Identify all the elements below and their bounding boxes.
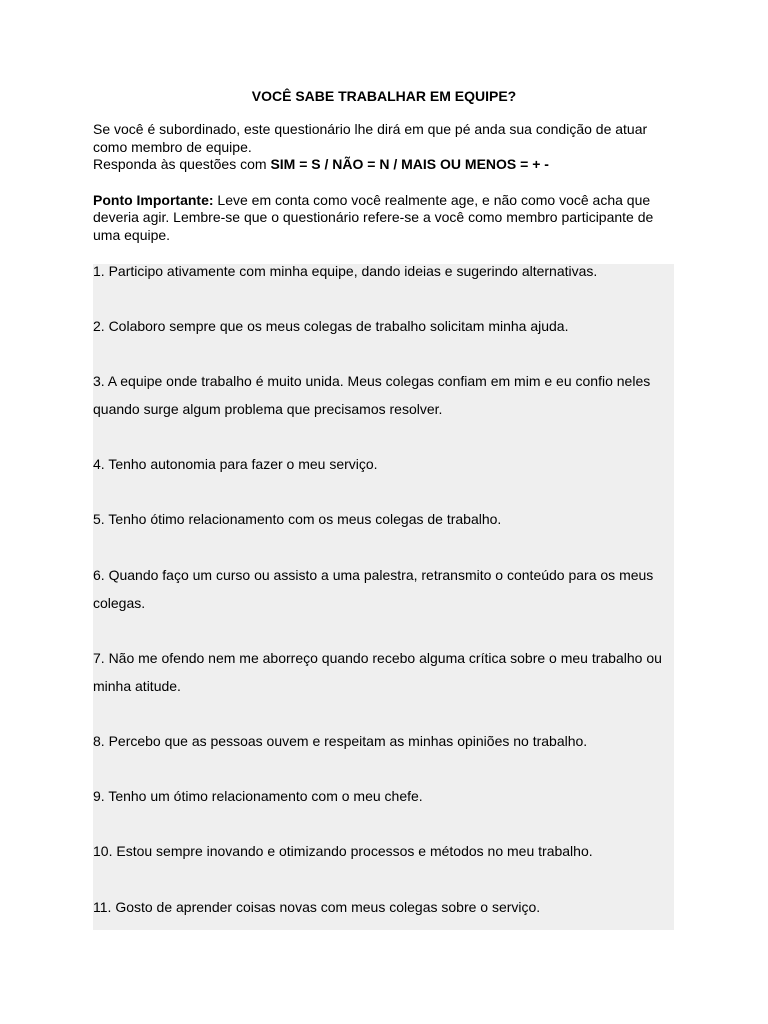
questions-list	[93, 264, 674, 930]
question-item: 7. Não me ofendo nem me aborreço quando recebo alguma crítica sobre o meu trabalho ou minha atitude.	[93, 650, 662, 694]
intro-paragraph: Se você é subordinado, este questionário lhe dirá em que pé anda sua condição de atuar como membro de equipe.	[93, 121, 648, 155]
page-title: VOCÊ SABE TRABALHAR EM EQUIPE?	[251, 88, 517, 104]
question-item: 1. Participo ativamente com minha equipe, dando ideias e sugerindo alternativas.	[93, 263, 598, 279]
intro-section	[93, 121, 683, 244]
question-item: 8. Percebo que as pessoas ouvem e respeitam as minhas opiniões no trabalho.	[93, 733, 588, 749]
instructions-text: Responda às questões com	[93, 156, 271, 172]
instructions-paragraph	[93, 156, 683, 174]
question-item: 9. Tenho um ótimo relacionamento com o meu chefe.	[93, 788, 423, 804]
question-item: 3. A equipe onde trabalho é muito unida. Meus colegas confiam em mim e eu confio neles quando surge algum problema que precisamos resolver.	[93, 373, 651, 417]
question-item: 2. Colaboro sempre que os meus colegas de trabalho solicitam minha ajuda.	[93, 318, 569, 334]
important-note	[93, 192, 683, 245]
answer-key: SIM = S / NÃO = N / MAIS OU MENOS = + -	[270, 156, 549, 172]
question-item: 5. Tenho ótimo relacionamento com os meus colegas de trabalho.	[93, 511, 502, 527]
question-item: 6. Quando faço um curso ou assisto a uma palestra, retransmito o conteúdo para os meus colegas.	[93, 567, 654, 611]
question-item: 11. Gosto de aprender coisas novas com meus colegas sobre o serviço.	[93, 899, 541, 915]
important-text: Leve em conta como você realmente age, e não como você acha que deveria agir. Lembre-se que o questionário refere-se a você como membro participante de uma equipe.	[93, 191, 654, 243]
question-item: 4. Tenho autonomia para fazer o meu serviço.	[93, 456, 378, 472]
important-label: Ponto Importante:	[93, 191, 214, 208]
question-item: 10. Estou sempre inovando e otimizando processos e métodos no meu trabalho.	[93, 843, 593, 859]
